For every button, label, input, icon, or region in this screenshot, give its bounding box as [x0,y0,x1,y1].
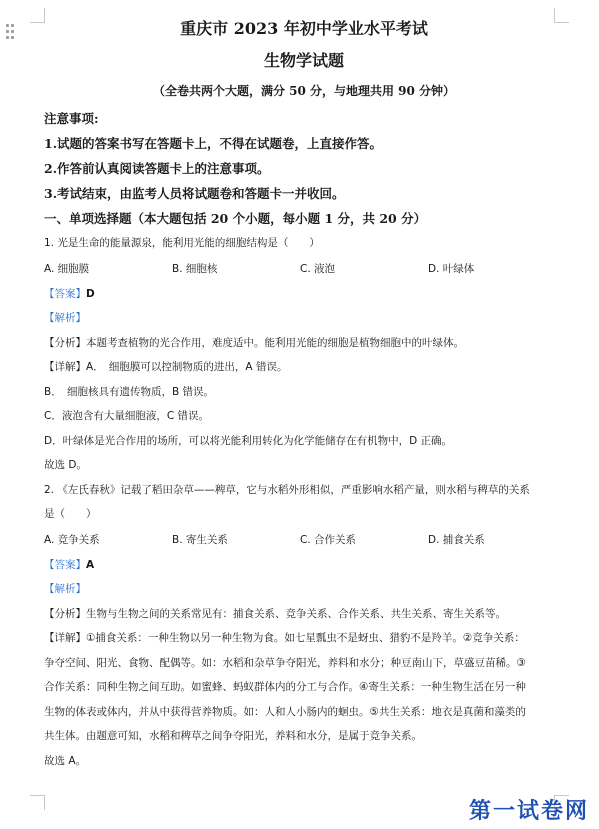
analysis-label: 【解析】 [44,312,86,324]
q2-line: 【详解】①捕食关系：一种生物以另一种生物为食。如七星瓢虫不是蚜虫、猎豹不是羚羊。②竞争关系： [44,632,525,644]
q2-line: 生物的体表或体内，并从中获得营养物质。如：人和人小肠内的蛔虫。⑤共生关系：地衣是真菌和藻类的 [44,705,526,718]
q2-option-b: B. 寄生关系 [172,533,228,546]
notice-item: 2.作答前认真阅读答题卡上的注意事项。 [44,161,270,176]
drag-handle-icon[interactable] [6,24,16,42]
exam-note: （全卷共两个大题，满分 50 分，与地理共用 90 分钟） [152,84,456,98]
q2-line: 争夺空间、阳光、食物、配偶等。如：水稻和杂草争夺阳光，养料和水分；种豆南山下，草盛豆苗稀。③ [44,656,526,669]
q2-line: 共生体。由题意可知，水稻和稗草之间争夺阳光，养料和水分，是属于竞争关系。 [44,730,422,742]
notice-heading: 注意事项: [44,111,99,126]
q1-stem: 1. 光是生命的能量源泉，能利用光能的细胞结构是（ ） [44,237,320,249]
q2-fenxi: 【分析】生物与生物之间的关系常见有：捕食关系、竞争关系、合作关系、共生关系、寄生关系等。 [44,607,506,620]
q1-answer-line [44,282,564,307]
exam-subject: 生物学试题 [263,51,344,70]
q2-stem-cont: 是（ ） [44,508,97,520]
q2-conclusion: 故选 A。 [44,754,87,767]
q2-answer-line [44,553,564,578]
document-content [44,18,564,773]
q1-analysis-label-line [44,306,564,331]
q2-option-d: D. 捕食关系 [428,533,485,546]
analysis-label: 【解析】 [44,583,86,595]
q1-option-d: D. 叶绿体 [428,262,475,275]
notice-item: 1.试题的答案书写在答题卡上，不得在试题卷，上直接作答。 [44,136,383,151]
notice-item: 3.考试结束，由监考人员将试题卷和答题卡一并收回。 [44,186,345,201]
q1-xiangjie: 【详解】A． 细胞膜可以控制物质的进出，A 错误。 [44,361,288,373]
answer-label: 【答案】 [44,558,86,571]
q1-option-c: C. 液泡 [300,262,336,275]
crop-mark-top-left [30,8,45,23]
q1-answer: D [86,287,95,300]
q1-options [44,256,564,282]
q1-line: B． 细胞核具有遗传物质，B 错误。 [44,385,214,398]
exam-title: 重庆市 2023 年初中学业水平考试 [180,19,428,38]
q2-options [44,527,564,553]
q2-option-c: C. 合作关系 [300,533,357,546]
q2-stem: 2. 《左氏春秋》记载了稻田杂草——稗草，它与水稻外形相似，严重影响水稻产量，则水稻与稗草的关系 [44,483,530,496]
q2-answer: A [86,558,95,571]
q1-option-b: B. 细胞核 [172,262,218,275]
q1-fenxi: 【分析】本题考查植物的光合作用，难度适中。能利用光能的细胞是植物细胞中的叶绿体。 [44,336,464,349]
answer-label: 【答案】 [44,287,86,300]
q1-line: C．液泡含有大量细胞液，C 错误。 [44,410,210,422]
crop-mark-bottom-left [30,795,45,810]
q2-analysis-label-line [44,577,564,602]
watermark-logo: 第一试卷网 [468,798,589,824]
q2-option-a: A. 竞争关系 [44,533,100,546]
q1-line: D．叶绿体是光合作用的场所，可以将光能利用转化为化学能储存在有机物中，D 正确。 [44,434,453,447]
section-heading: 一、单项选择题（本大题包括 20 个小题，每小题 1 分，共 20 分） [44,211,427,226]
q2-line: 合作关系：同种生物之间互助。如蜜蜂、蚂蚁群体内的分工与合作。④寄生关系：一种生物生活在另一种 [44,681,526,693]
q1-conclusion: 故选 D。 [44,459,87,471]
q1-option-a: A. 细胞膜 [44,262,90,275]
